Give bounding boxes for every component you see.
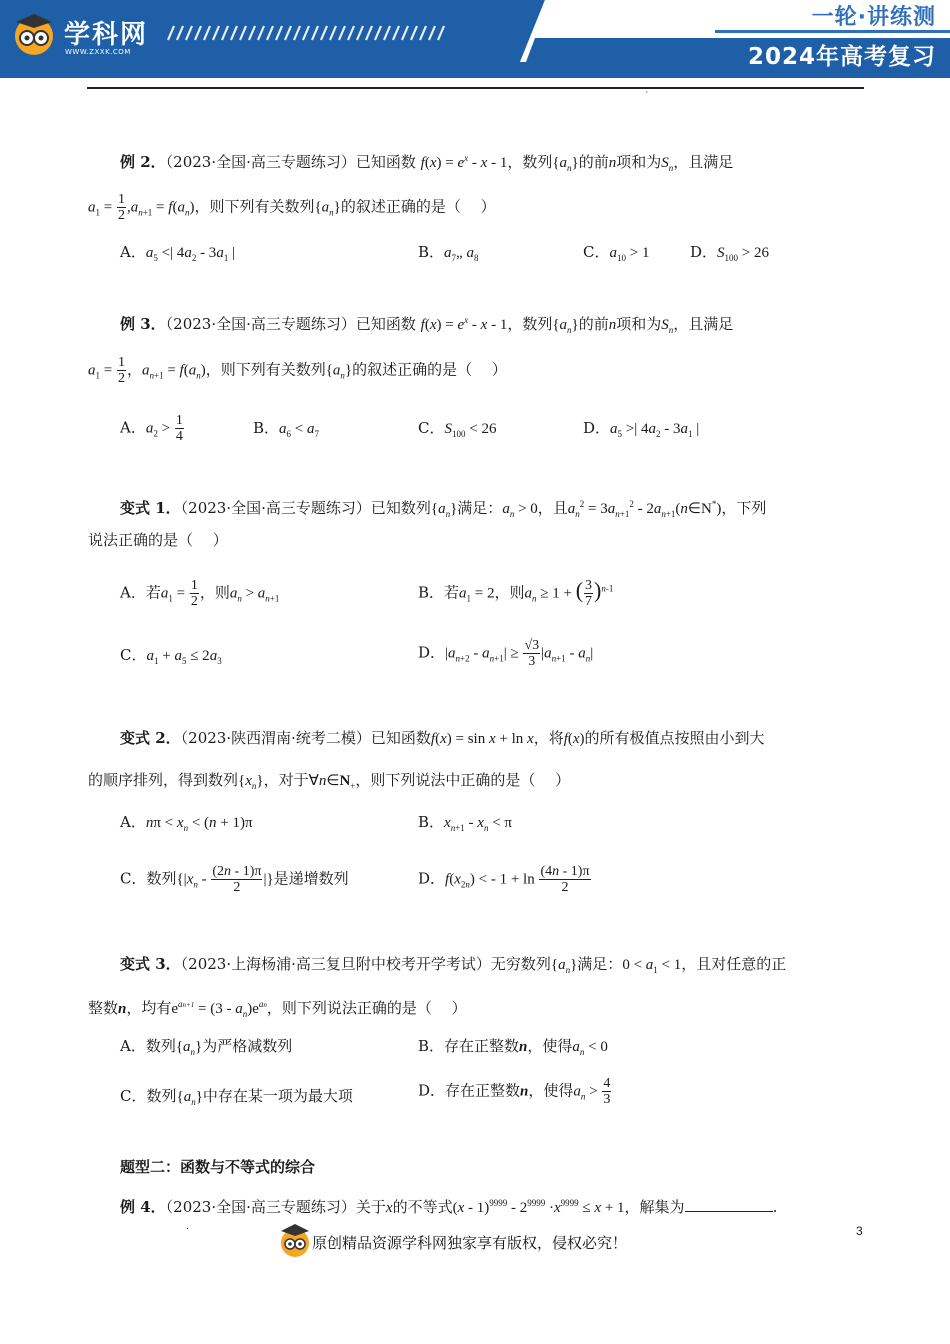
logo-text: 学科网 xyxy=(64,20,149,50)
ex2-func: f xyxy=(420,155,425,171)
v2-stem-line2: 的顺序排列，得到数列$\{x_n\}$，对于$\forall n\in N_+$，则下列说法中正确的是（ ） xyxy=(88,771,571,791)
ex3-stem: 例 3．（2023·全国·高三专题练习）已知函数 $f(x) = e^x - x - 1$，数列$\{a_n\}$的前n项和为$S_n$，且满足 xyxy=(120,315,734,335)
v2-option-d[interactable]: D．$f(x_{2n})$ < - 1 + ln $\frac{(4n - 1)\pi}{2}$ xyxy=(418,864,590,895)
ex3-option-c[interactable]: C．$S_{100} < 26$ xyxy=(418,419,497,439)
owl-mascot-icon xyxy=(278,1222,312,1258)
v2-option-b[interactable]: B．$x_{n+1} - x_n < \pi$ xyxy=(418,813,512,833)
v3-option-d[interactable]: D．存在正整数n，使得$a_n$ > $\frac{4}{3}$ xyxy=(418,1076,611,1107)
v3-option-c[interactable]: C．数列$\{a_n\}$中存在某一项为最大项 xyxy=(120,1087,353,1107)
ex3-option-a[interactable]: A．$a_2$ > $\frac{1}{4}$ xyxy=(120,413,183,444)
v1-stem: 变式 1．（2023·全国·高三专题练习）已知数列$\{a_n\}$满足：$a_n > 0$，且$a_n^2 = 3a_{n+1}^2$ - $2a_{n+1}(n\in N^*)$，下列 xyxy=(120,499,767,519)
v1-stem-line2: 说法正确的是（ ） xyxy=(88,531,228,549)
ex2-label: 例 2． xyxy=(120,153,166,171)
v1-option-d[interactable]: D．$|a_{n+2} - a_{n+1}|$ ≥ $\frac{√3}{3}$ $|a_{n+1} - a_n|$ xyxy=(418,638,594,669)
copyright-notice: 原创精品资源学科网独家享有版权，侵权必究！ xyxy=(312,1234,628,1252)
ex2-option-b[interactable]: B．$a_7„$ $a_8$ xyxy=(418,243,479,263)
page-number: 3 xyxy=(856,1224,863,1238)
v3-stem-line2: 整数n，均有$e^{an+1} = (3 - a_n)e^{an}$，则下列说法正确的是（ ） xyxy=(88,999,467,1019)
header-band xyxy=(0,0,950,78)
v1-option-a[interactable]: A．若$a_1$ = $\frac{1}{2}$ ，则$a_n > a_{n+1}$ xyxy=(120,578,280,609)
logo-url: WWW.ZXXK.COM xyxy=(65,48,131,56)
section-title: 题型二：函数与不等式的综合 xyxy=(120,1158,316,1176)
stray-mark: ` xyxy=(645,92,650,102)
ex2-option-c[interactable]: C．$a_{10} > 1$ xyxy=(583,243,650,263)
ex3-option-b[interactable]: B．$a_6 < a_7$ xyxy=(253,419,319,439)
ex2-cond: $a_1$ = $\frac{1}{2}$ $,a_{n+1} = f(a_n)$，则下列有关数列$\{a_n\}$的叙述正确的是（ ） xyxy=(88,192,496,223)
doc-title: 2024年高考复习 xyxy=(747,44,936,70)
ex2-option-a[interactable]: A．$a_5$ <| $4a_2 - 3a_1$ | xyxy=(120,243,236,263)
answer-blank[interactable] xyxy=(685,1197,773,1212)
ex2-option-d[interactable]: D．$S_{100} > 26$ xyxy=(690,243,769,263)
v2-option-a[interactable]: A．$n\pi < x_n < (n + 1)\pi$ xyxy=(120,813,253,833)
v2-option-c[interactable]: C．数列{$|x_n$ - $\frac{(2n - 1)\pi}{2}$ |}是递增数列 xyxy=(120,864,349,895)
v3-stem: 变式 3．（2023·上海杨浦·高三复旦附中校考开学考试）无穷数列$\{a_n\}$满足：$0 < a_1 < 1$，且对任意的正 xyxy=(120,955,787,975)
series-title: 一轮·讲练测 xyxy=(811,5,936,30)
ex3-option-d[interactable]: D．$a_5$ >| $4a_2 - 3a_1$ | xyxy=(583,419,700,439)
v3-option-b[interactable]: B．存在正整数n，使得$a_n < 0$ xyxy=(418,1037,608,1057)
header-rule xyxy=(87,87,864,89)
v1-option-c[interactable]: C．$a_1 + a_5 \le 2a_3$ xyxy=(120,646,222,666)
ex2-stem: 例 2．（2023·全国·高三专题练习）已知函数 $f(x) = e^x - x - 1$，数列$\{a_n\}$的前n项和为$S_n$，且满足 xyxy=(120,153,734,173)
owl-mascot-icon xyxy=(10,10,58,58)
v1-option-b[interactable]: B．若$a_1 = 2$，则$a_n \ge 1$ + ( $\frac{3}{7}$ )$^{n-1}$ xyxy=(418,577,614,609)
logo[interactable] xyxy=(10,8,160,60)
ex3-cond: $a_1$ = $\frac{1}{2}$ ，$a_{n+1} = f(a_n)$，则下列有关数列$\{a_n\}$的叙述正确的是（ ） xyxy=(88,355,507,386)
stray-mark-2: . xyxy=(186,1222,189,1232)
v3-option-a[interactable]: A．数列$\{a_n\}$为严格减数列 xyxy=(120,1037,293,1057)
ex2-source: （2023·全国·高三专题练习）已知函数 xyxy=(165,153,416,171)
v2-stem: 变式 2．（2023·陕西渭南·统考二模）已知函数f(x) = sin x + ln x，将f(x)的所有极值点按照由小到大 xyxy=(120,729,765,747)
ex4-stem: 例 4．（2023·全国·高三专题练习）关于x的不等式$(x - 1)^{9999} - 2^{9999} \cdot x^{9999} \le x + 1$，解集为 . xyxy=(120,1198,778,1216)
